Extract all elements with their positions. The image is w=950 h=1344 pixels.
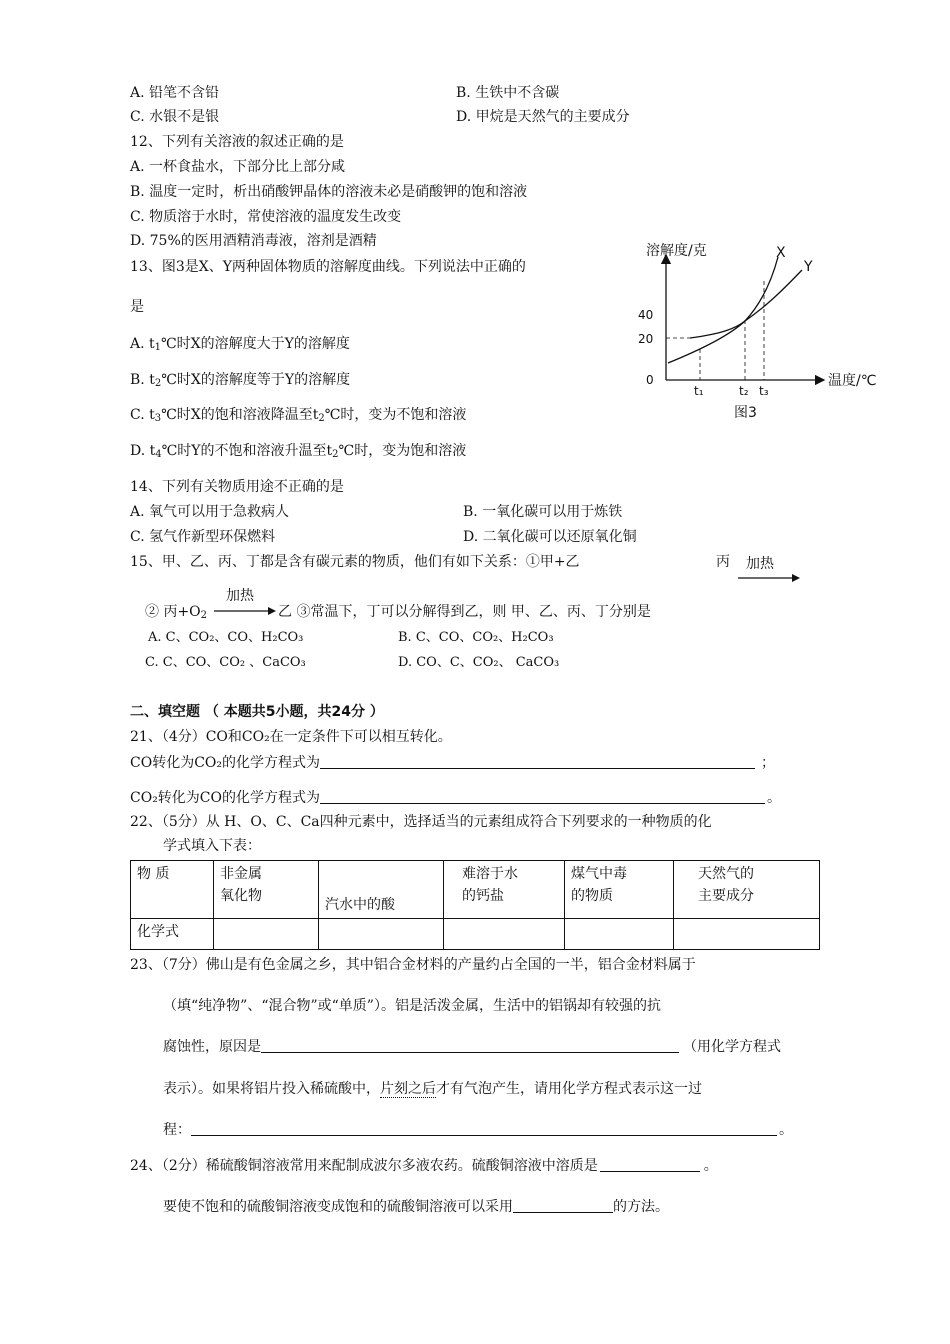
q21-answer-blank-1[interactable] bbox=[320, 754, 755, 769]
q15-line2-start: ② 丙$+O_2$ bbox=[145, 604, 208, 621]
q12-option-d: D. 75%的医用酒精消毒液，溶剂是酒精 bbox=[130, 233, 377, 249]
q12-option-a: A. 一杯食盐水，下部分比上部分咸 bbox=[130, 159, 346, 175]
q23-line-5: 程： 。 bbox=[163, 1122, 793, 1138]
x-tick-t2: t₂ bbox=[739, 384, 749, 398]
q23-line-3: 腐蚀性，原因是 （用化学方程式 bbox=[163, 1039, 781, 1055]
q15-reaction-arrow-1 bbox=[738, 572, 802, 584]
q23-answer-blank-1[interactable] bbox=[261, 1038, 679, 1053]
q11-option-c: C. 水银不是银 bbox=[130, 109, 220, 125]
y-tick-40: 40 bbox=[638, 308, 654, 322]
q22-table bbox=[130, 860, 820, 950]
curve-y-label: Y bbox=[804, 259, 813, 275]
q12-option-c: C. 物质溶于水时，常使溶液的温度发生改变 bbox=[130, 209, 402, 225]
q15-stem: 15、甲、乙、丙、丁都是含有碳元素的物质，他们有如下关系：①甲+乙 bbox=[130, 554, 580, 570]
q11-option-a: A. 铅笔不含铅 bbox=[130, 85, 220, 101]
q22-answer-cell-3[interactable] bbox=[444, 919, 565, 950]
y-axis-label: 溶解度/克 bbox=[646, 243, 707, 259]
q13-option-a: A. $t_1℃$时X的溶解度大于Y的溶解度 bbox=[130, 336, 350, 353]
q15-option-d: D. CO、C、CO₂、 CaCO₃ bbox=[398, 655, 560, 670]
q21-stem: 21、（4分）CO和CO₂在一定条件下可以相互转化。 bbox=[130, 729, 452, 745]
q23-line-2: （填“纯净物”、“混合物”或“单质”）。铝是活泼金属，生活中的铝锅却有较强的抗 bbox=[163, 998, 661, 1014]
q15-reaction-arrow-2 bbox=[214, 605, 278, 617]
q14-stem: 14、下列有关物质用途不正确的是 bbox=[130, 479, 344, 495]
q24-answer-blank-2[interactable] bbox=[513, 1198, 613, 1213]
solubility-chart bbox=[630, 235, 900, 435]
q24-line-1: 24、（2分）稀硫酸铜溶液常用来配制成波尔多液农药。硫酸铜溶液中溶质是 。 bbox=[130, 1158, 718, 1174]
q15-option-c: C. C、CO、CO₂ 、CaCO₃ bbox=[145, 655, 306, 670]
q22-row-label: 化学式 bbox=[131, 919, 214, 950]
q13-stem-cont: 是 bbox=[130, 299, 144, 315]
q14-option-b: B. 一氧化碳可以用于炼铁 bbox=[463, 504, 623, 520]
q22-header-soda-acid: 汽水中的酸 bbox=[319, 861, 444, 919]
q22-answer-cell-2[interactable] bbox=[319, 919, 444, 950]
q23-answer-blank-2[interactable] bbox=[191, 1121, 777, 1136]
q13-stem: 13、图3是X、Y两种固体物质的溶解度曲线。下列说法中正确的 bbox=[130, 259, 526, 275]
x-axis-label: 温度/℃ bbox=[828, 373, 877, 389]
q15-product-bing: 丙 bbox=[716, 554, 730, 570]
q11-option-b: B. 生铁中不含碳 bbox=[456, 85, 560, 101]
y-tick-20: 20 bbox=[638, 332, 654, 346]
q13-option-b: B. $t_2℃$时X的溶解度等于Y的溶解度 bbox=[130, 372, 351, 389]
curve-x bbox=[668, 257, 778, 363]
q15-option-a: A. C、CO₂、CO、H₂CO₃ bbox=[148, 630, 304, 645]
q11-option-d: D. 甲烷是天然气的主要成分 bbox=[456, 109, 630, 125]
q15-heat-label-1: 加热 bbox=[746, 556, 774, 572]
q14-option-c: C. 氢气作新型环保燃料 bbox=[130, 529, 276, 545]
chart-caption: 图3 bbox=[734, 405, 757, 421]
curve-y bbox=[690, 270, 802, 338]
q12-stem: 12、下列有关溶液的叙述正确的是 bbox=[130, 134, 344, 150]
y-tick-0: 0 bbox=[646, 373, 654, 387]
q22-answer-cell-1[interactable] bbox=[214, 919, 319, 950]
curve-x-label: X bbox=[776, 245, 786, 261]
q22-header-gas-poison: 煤气中毒 的物质 bbox=[565, 861, 674, 919]
q24-line-2: 要使不饱和的硫酸铜溶液变成饱和的硫酸铜溶液可以采用 的方法。 bbox=[163, 1199, 669, 1215]
q13-option-d: D. $t_4℃$时Y的不饱和溶液升温至$t_2℃$时，变为饱和溶液 bbox=[130, 443, 467, 460]
q23-line-1: 23、（7分）佛山是有色金属之乡，其中铝合金材料的产量约占全国的一半，铝合金材料属于 bbox=[130, 957, 696, 973]
q23-line-4: 表示）。如果将铝片投入稀硫酸中，片刻之后才有气泡产生，请用化学方程式表示这一过 bbox=[163, 1081, 702, 1097]
q22-header-calcium-salt: 难溶于水 的钙盐 bbox=[444, 861, 565, 919]
q15-heat-label-2: 加热 bbox=[226, 588, 254, 604]
q15-line2-end: 乙 ③常温下，丁可以分解得到乙，则 甲、乙、丙、丁分别是 bbox=[278, 604, 651, 620]
q22-header-nonmetal-oxide: 非金属 氧化物 bbox=[214, 861, 319, 919]
q13-option-c: C. $t_3℃$时X的饱和溶液降温至$t_2℃$时，变为不饱和溶液 bbox=[130, 407, 467, 424]
q21-line-1: CO转化为CO₂的化学方程式为 ； bbox=[130, 755, 775, 771]
q14-option-d: D. 二氧化碳可以还原氧化铜 bbox=[463, 529, 637, 545]
q22-answer-cell-4[interactable] bbox=[565, 919, 674, 950]
section-2-title: 二、填空题 （ 本题共5小题，共24分 ） bbox=[130, 704, 384, 720]
q21-line-2: CO₂转化为CO的化学方程式为 。 bbox=[130, 790, 781, 806]
q14-option-a: A. 氧气可以用于急救病人 bbox=[130, 504, 290, 520]
q24-answer-blank-1[interactable] bbox=[600, 1157, 700, 1172]
x-tick-t1: t₁ bbox=[694, 384, 704, 398]
q22-stem: 22、（5分）从 H、O、C、Ca四种元素中，选择适当的元素组成符合下列要求的一种物质的化 bbox=[130, 814, 712, 830]
q22-header-substance: 物 质 bbox=[131, 861, 214, 919]
q12-option-b: B. 温度一定时，析出硝酸钾晶体的溶液未必是硝酸钾的饱和溶液 bbox=[130, 184, 528, 200]
q22-stem-cont: 学式填入下表： bbox=[163, 838, 261, 854]
q15-option-b: B. C、CO、CO₂、H₂CO₃ bbox=[398, 630, 554, 645]
q21-answer-blank-2[interactable] bbox=[320, 789, 765, 804]
x-tick-t3: t₃ bbox=[759, 384, 769, 398]
q22-header-natural-gas: 天然气的 主要成分 bbox=[674, 861, 820, 919]
q22-answer-cell-5[interactable] bbox=[674, 919, 820, 950]
